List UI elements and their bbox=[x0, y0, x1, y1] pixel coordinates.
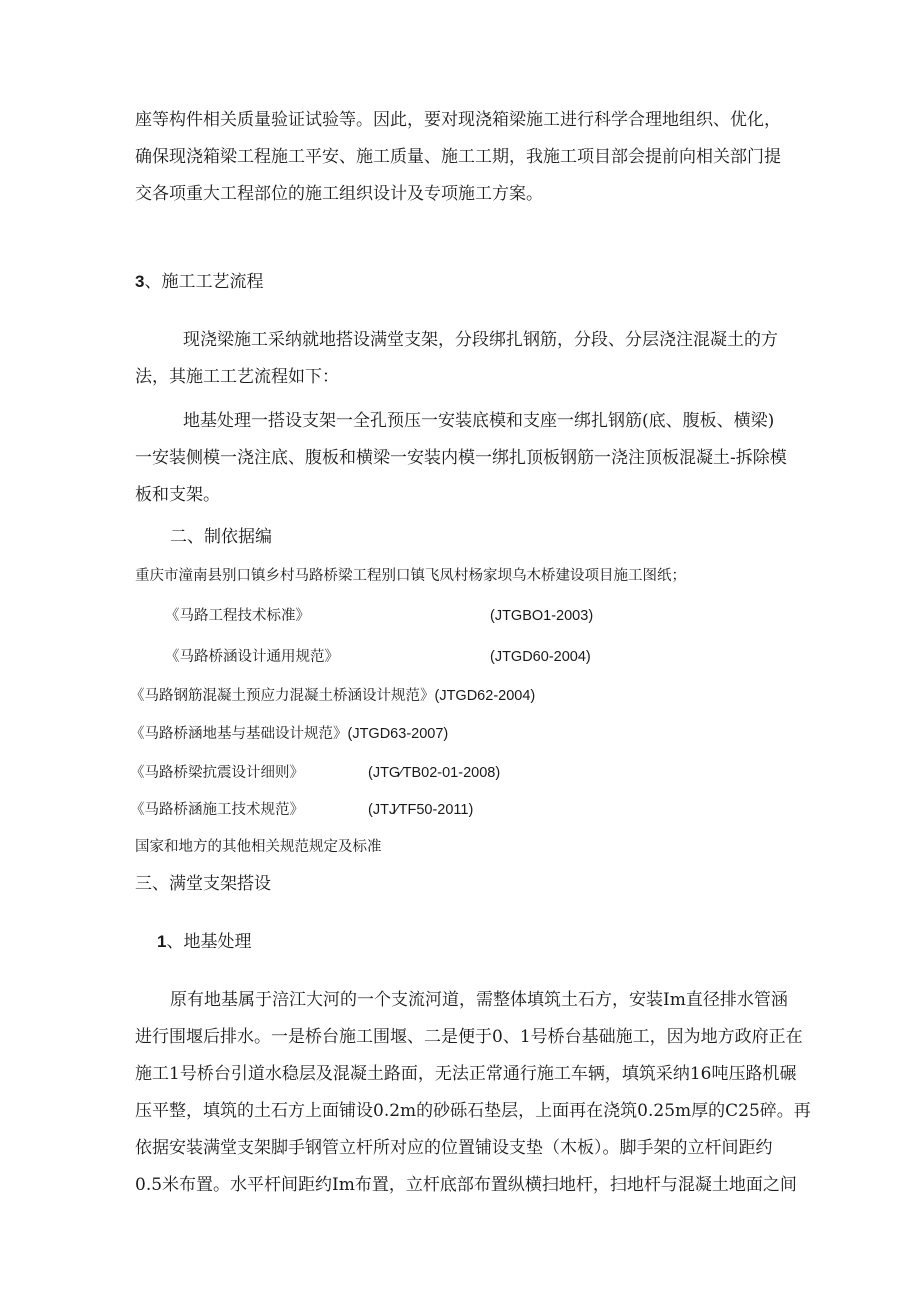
standard-code-3: (JTGD62-2004) bbox=[434, 688, 536, 704]
standard-code-6: (JTJ∕TF50-2011) bbox=[368, 802, 474, 818]
standard-title-4: 《马路桥涵地基与基础设计规范》 bbox=[130, 726, 348, 742]
s3p1-line-2: 法，其施工工艺流程如下： bbox=[135, 367, 339, 387]
foundation-line-1: 原有地基属于涪江大河的一个支流河道，需整体填筑土石方，安装Im直径排水管涵 bbox=[170, 990, 788, 1010]
part-2-lead: 重庆市潼南县别口镇乡村马路桥梁工程别口镇飞凤村杨家坝乌木桥建设项目施工图纸； bbox=[135, 568, 686, 584]
intro-line-1: 座等构件相关质量验证试验等。因此，要对现浇箱梁施工进行科学合理地组织、优化， bbox=[135, 110, 781, 130]
flow-line-1: 地基处理一搭设支架一全孔预压一安装底模和支座一绑扎钢筋(底、腹板、横梁) bbox=[183, 411, 775, 431]
standard-code-2: (JTGD60-2004) bbox=[490, 649, 591, 665]
standard-item-4 bbox=[130, 724, 448, 744]
part-3-heading: 三、满堂支架搭设 bbox=[135, 874, 271, 894]
intro-line-3: 交各项重大工程部位的施工组织设计及专项施工方案。 bbox=[135, 184, 543, 204]
section-3-heading bbox=[135, 272, 263, 292]
subsection-1-title: 、地基处理 bbox=[166, 932, 252, 952]
part-2-heading: 二、制依据编 bbox=[170, 527, 272, 547]
foundation-line-6: 0.5米布置。水平杆间距约Im布置，立杆底部布置纵横扫地杆，扫地杆与混凝土地面之间 bbox=[135, 1175, 797, 1195]
standard-code-1: (JTGBO1-2003) bbox=[490, 608, 594, 624]
subsection-1-number: 1 bbox=[157, 932, 167, 951]
standard-title-5: 《马路桥梁抗震设计细则》 bbox=[130, 765, 304, 781]
foundation-line-3: 施工1号桥台引道水稳层及混凝土路面，无法正常通行施工车辆，填筑采纳16吨压路机碾 bbox=[135, 1064, 797, 1084]
standard-title-6: 《马路桥涵施工技术规范》 bbox=[130, 802, 304, 818]
foundation-line-2: 进行围堰后排水。一是桥台施工围堰、二是便于0、1号桥台基础施工，因为地方政府正在 bbox=[135, 1027, 803, 1047]
foundation-line-4: 压平整，填筑的土石方上面铺设0.2m的砂砾石垫层，上面再在浇筑0.25m厚的C25碎。再 bbox=[135, 1101, 811, 1121]
section-3-title: 、施工工艺流程 bbox=[144, 272, 264, 292]
standard-title-1: 《马路工程技术标准》 bbox=[165, 608, 310, 624]
flow-line-3: 板和支架。 bbox=[135, 485, 220, 505]
standard-title-2: 《马路桥涵设计通用规范》 bbox=[165, 649, 339, 665]
s3p1-line-1: 现浇梁施工采纳就地搭设满堂支架，分段绑扎钢筋，分段、分层浇注混凝土的方 bbox=[183, 330, 778, 350]
foundation-line-5: 依据安装满堂支架脚手钢管立杆所对应的位置铺设支垫（木板）。脚手架的立杆间距约 bbox=[135, 1138, 773, 1158]
standard-code-4: (JTGD63-2007) bbox=[347, 726, 449, 742]
standard-code-5: (JTG∕TB02-01-2008) bbox=[368, 765, 501, 781]
intro-line-2: 确保现浇箱梁工程施工平安、施工质量、施工工期，我施工项目部会提前向相关部门提 bbox=[135, 147, 781, 167]
flow-line-2: 一安装侧模一浇注底、腹板和横梁一安装内模一绑扎顶板钢筋一浇注顶板混凝土-拆除模 bbox=[135, 448, 787, 468]
standard-title-3: 《马路钢筋混凝土预应力混凝土桥涵设计规范》 bbox=[130, 688, 435, 704]
section-3-number: 3 bbox=[135, 272, 145, 291]
part-2-tail: 国家和地方的其他相关规范规定及标准 bbox=[135, 839, 382, 855]
subsection-1-heading bbox=[157, 932, 251, 952]
standard-item-3 bbox=[130, 686, 535, 706]
